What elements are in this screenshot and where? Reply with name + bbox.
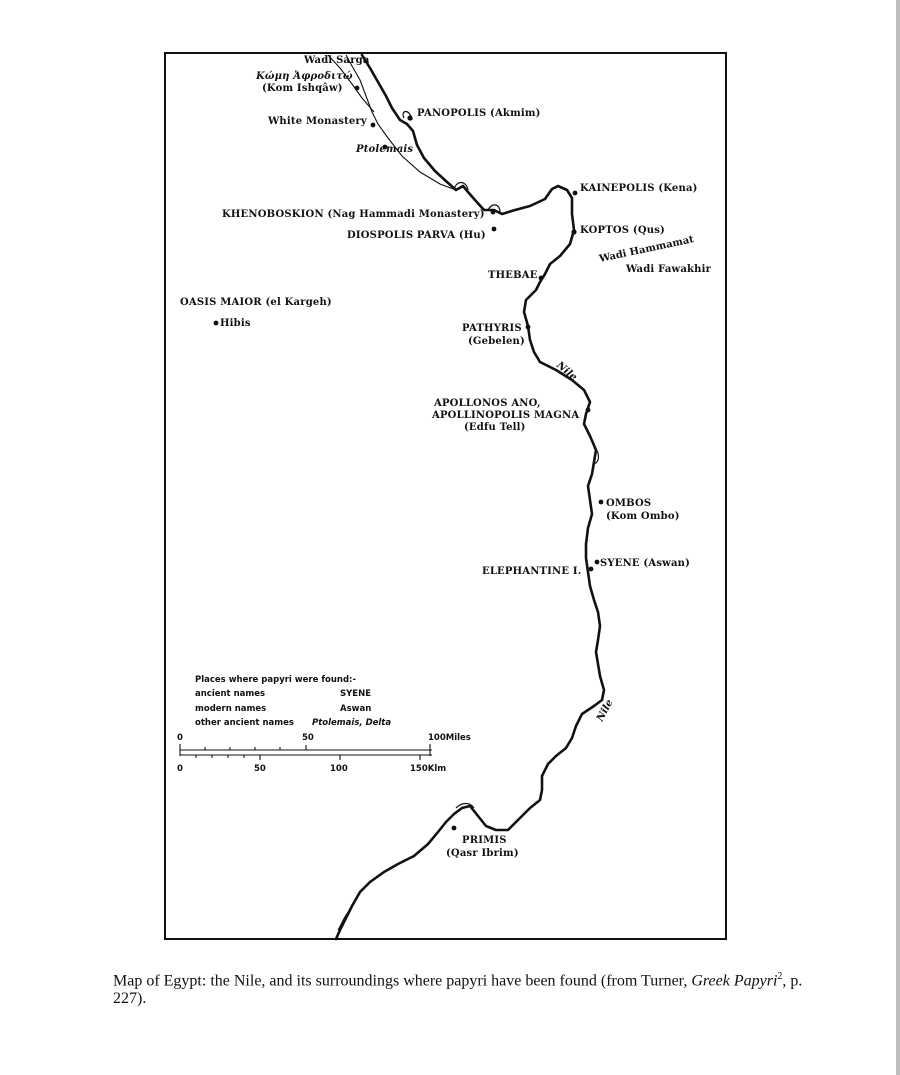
label-pathyris: PATHYRIS <box>462 323 522 334</box>
scale-km-label: 100 <box>330 764 348 774</box>
label-nile-north: Nile <box>554 359 579 384</box>
label-kome-aphrodito: Κώμη Ἀφροδιτώ <box>256 71 353 82</box>
label-diospolis-parva: DIOSPOLIS PARVA (Hu) <box>347 230 486 241</box>
caption-page: , p. 227). <box>113 972 803 1008</box>
caption-book: Greek Papyri <box>691 972 778 990</box>
dot-hibis <box>214 321 219 326</box>
label-primis: PRIMIS <box>462 835 507 846</box>
legend-row-kind: modern names <box>195 704 267 714</box>
label-edfu-tell: (Edfu Tell) <box>464 422 526 433</box>
label-wadi-sarga: Wadi Sarga <box>304 55 370 66</box>
label-qasr-ibrim: (Qasr Ibrim) <box>446 848 519 859</box>
scale-km-label: 0 <box>177 764 183 774</box>
scale-km-label: 150Klm <box>410 764 447 774</box>
dot-ombos <box>599 500 604 505</box>
legend-heading: Places where papyri were found:- <box>195 675 356 685</box>
label-kom-ombo: (Kom Ombo) <box>606 511 680 522</box>
label-panopolis: PANOPOLIS (Akmim) <box>417 108 541 119</box>
legend-row-kind: other ancient names <box>195 718 294 728</box>
dot-syene <box>595 560 600 565</box>
label-koptos: KOPTOS (Qus) <box>580 225 665 236</box>
label-hibis: Hibis <box>220 318 251 329</box>
label-ombos: OMBOS <box>606 498 652 509</box>
dot-panopolis <box>407 115 412 120</box>
label-khenoboskion: KHENOBOSKION (Nag Hammadi Monastery) <box>222 209 485 220</box>
dot-apollinopolis <box>586 408 591 413</box>
scale-km-label: 50 <box>254 764 266 774</box>
label-apollinopolis-magna: APOLLINOPOLIS MAGNA <box>432 410 580 421</box>
label-kainepolis: KAINEPOLIS (Kena) <box>580 183 698 194</box>
scale-miles-label: 100Miles <box>428 733 471 743</box>
dot-koptos <box>571 229 576 234</box>
dot-thebae <box>539 276 544 281</box>
nile-river <box>336 55 604 939</box>
dot-white-monastery <box>371 123 376 128</box>
legend-row-kind: ancient names <box>195 689 266 699</box>
legend-row-example: Aswan <box>340 704 372 714</box>
dot-primis <box>452 826 457 831</box>
label-white-monastery: White Monastery <box>268 116 367 127</box>
label-elephantine: ELEPHANTINE I. <box>482 566 582 577</box>
dot-elephantine <box>589 567 594 572</box>
dot-khenoboskion <box>491 210 496 215</box>
label-oasis-maior: OASIS MAIOR (el Kargeh) <box>180 297 332 308</box>
legend-row-example: SYENE <box>340 689 372 699</box>
legend-row-example: Ptolemais, Delta <box>312 718 392 728</box>
dot-kome-aphrodito <box>355 86 360 91</box>
label-kom-ishqaw: (Kom Ishqâw) <box>262 83 343 94</box>
dot-diospolis-parva <box>492 227 497 232</box>
label-thebae: THEBAE <box>488 270 538 281</box>
figure-caption <box>113 968 803 1008</box>
label-wadi-fawakhir: Wadi Fawakhir <box>626 264 712 275</box>
label-nile-south: Nile <box>594 697 616 724</box>
scale-miles-label: 50 <box>302 733 314 743</box>
label-gebelen: (Gebelen) <box>468 336 525 347</box>
label-apollonos-ano: APOLLONOS ANO, <box>434 398 541 409</box>
label-wadi-hammamat: Wadi Hammamat <box>598 234 695 265</box>
dot-kainepolis <box>573 191 578 196</box>
caption-text: Map of Egypt: the Nile, and its surroundings where papyri have been found (from Turner, <box>113 972 692 990</box>
caption-sup: 2 <box>777 971 783 982</box>
label-ptolemais: Ptolemais <box>356 144 414 155</box>
label-syene: SYENE (Aswan) <box>600 558 691 569</box>
scale-miles-label: 0 <box>177 733 183 743</box>
dot-pathyris <box>526 325 531 330</box>
scale-bar <box>180 744 432 760</box>
